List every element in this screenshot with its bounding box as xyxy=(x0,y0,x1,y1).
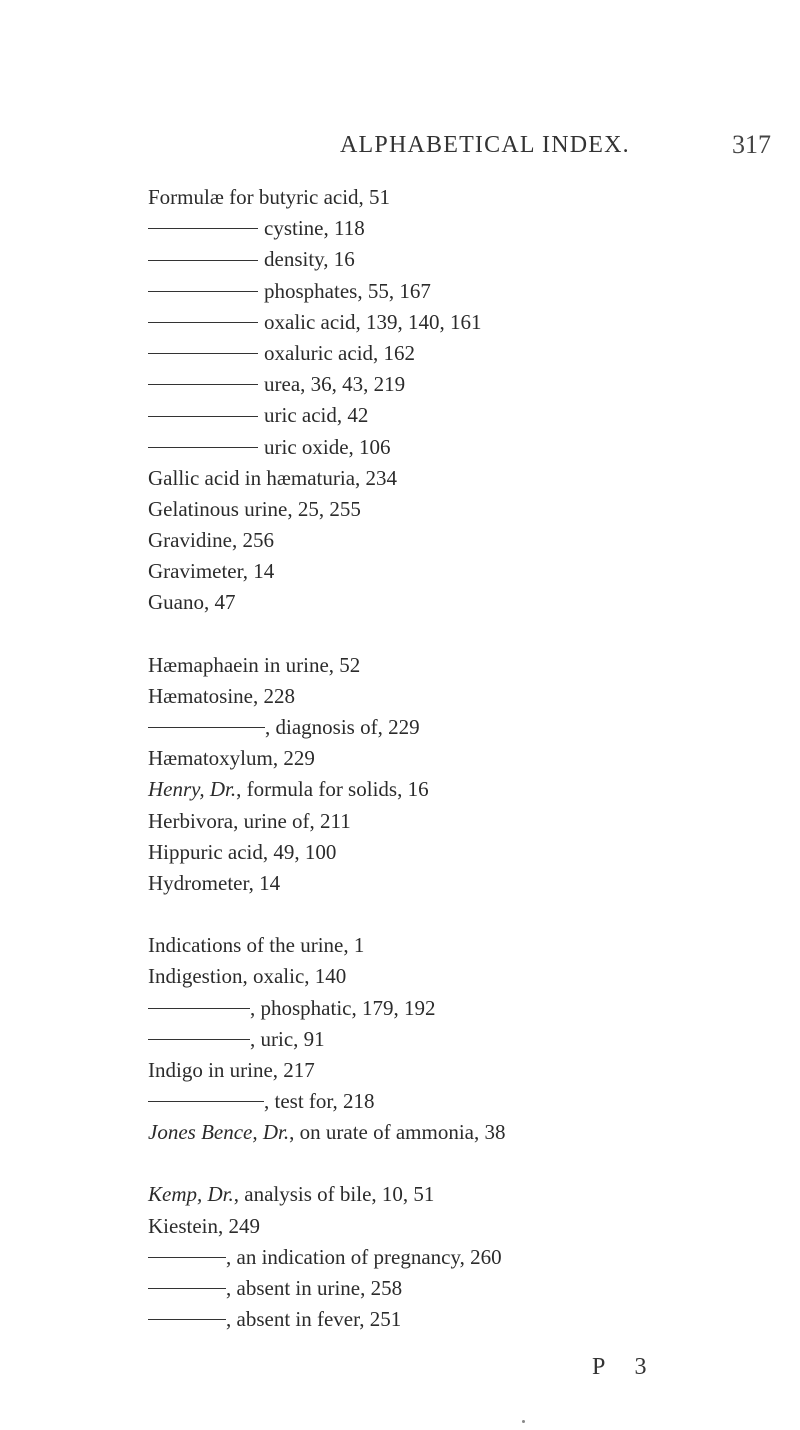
index-entry xyxy=(148,587,768,618)
index-entry xyxy=(148,930,768,961)
entry-text: , uric, 91 xyxy=(250,1026,325,1051)
index-subentry xyxy=(148,1024,768,1055)
entry-text: , phosphatic, 179, 192 xyxy=(250,995,436,1020)
index-subentry xyxy=(148,1086,768,1117)
section-gap xyxy=(148,1148,768,1179)
index-entries xyxy=(148,182,768,1335)
index-entry xyxy=(148,1117,768,1148)
entry-text: Gallic acid in hæmaturia, 234 xyxy=(148,465,398,490)
entry-text: uric acid, 42 xyxy=(264,403,369,428)
index-subentry xyxy=(148,432,768,463)
index-entry xyxy=(148,556,768,587)
index-entry xyxy=(148,806,768,837)
index-subentry xyxy=(148,1304,768,1335)
entry-text: uric oxide, 106 xyxy=(264,434,391,459)
author-name: Jones Bence, Dr. xyxy=(148,1120,290,1145)
index-subentry xyxy=(148,307,768,338)
index-entry xyxy=(148,1211,768,1242)
ditto-rule xyxy=(148,260,258,261)
ditto-rule xyxy=(148,1319,226,1320)
index-subentry xyxy=(148,993,768,1024)
section-gap xyxy=(148,899,768,930)
ditto-rule xyxy=(148,447,258,448)
index-subentry xyxy=(148,369,768,400)
index-entry xyxy=(148,463,768,494)
entry-text: phosphates, 55, 167 xyxy=(264,278,431,303)
signature-mark: P 3 xyxy=(592,1354,659,1380)
index-entry xyxy=(148,868,768,899)
entry-text: Indigestion, oxalic, 140 xyxy=(148,964,347,989)
index-subentry xyxy=(148,338,768,369)
entry-text: , absent in urine, 258 xyxy=(226,1276,403,1300)
entry-text: Formulæ for butyric acid, 51 xyxy=(148,185,391,209)
ditto-rule xyxy=(148,384,258,385)
ditto-rule xyxy=(148,416,258,417)
ditto-rule xyxy=(148,353,258,354)
entry-text: Hæmatosine, 228 xyxy=(148,683,295,708)
entry-text: , on urate of ammonia, 38 xyxy=(289,1120,506,1145)
entry-text: Guano, 47 xyxy=(148,590,236,615)
ditto-rule xyxy=(148,1101,264,1102)
ditto-rule xyxy=(148,322,258,323)
index-subentry xyxy=(148,213,768,244)
ditto-rule xyxy=(148,1257,226,1258)
index-entry xyxy=(148,1055,768,1086)
entry-text: urea, 36, 43, 219 xyxy=(264,372,406,397)
index-subentry xyxy=(148,712,768,743)
page-number: 317 xyxy=(732,130,771,159)
entry-text: oxaluric acid, 162 xyxy=(264,340,416,365)
entry-text: , absent in fever, 251 xyxy=(226,1307,402,1332)
entry-text: , diagnosis of, 229 xyxy=(265,715,420,739)
entry-text: , test for, 218 xyxy=(264,1089,375,1114)
index-subentry xyxy=(148,1242,768,1273)
entry-text: Herbivora, urine of, 211 xyxy=(148,808,351,833)
author-name: Kemp, Dr. xyxy=(148,1182,234,1207)
entry-text: Hæmatoxylum, 229 xyxy=(148,746,315,771)
index-subentry xyxy=(148,276,768,307)
entry-text: Gravimeter, 14 xyxy=(148,559,275,584)
ditto-rule xyxy=(148,1288,226,1289)
index-subentry xyxy=(148,400,768,431)
entry-text: Hippuric acid, 49, 100 xyxy=(148,839,337,864)
index-entry xyxy=(148,961,768,992)
entry-text: Indications of the urine, 1 xyxy=(148,933,365,958)
index-entry xyxy=(148,743,768,774)
entry-text: Gravidine, 256 xyxy=(148,528,274,553)
entry-text: Kiestein, 249 xyxy=(148,1213,260,1238)
entry-text: oxalic acid, 139, 140, 161 xyxy=(264,309,482,334)
index-entry xyxy=(148,1179,768,1210)
index-subentry xyxy=(148,244,768,275)
entry-text: density, 16 xyxy=(264,247,355,272)
entry-text: Indigo in urine, 217 xyxy=(148,1057,315,1082)
ditto-rule xyxy=(148,727,265,728)
section-gap xyxy=(148,619,768,650)
index-entry xyxy=(148,494,768,525)
entry-text: , an indication of pregnancy, 260 xyxy=(226,1244,502,1269)
running-header: ALPHABETICAL INDEX. xyxy=(340,132,630,158)
index-entry xyxy=(148,774,768,805)
ditto-rule xyxy=(148,1039,250,1040)
entry-text: , analysis of bile, 10, 51 xyxy=(233,1182,435,1207)
print-speck xyxy=(522,1420,525,1423)
ditto-rule xyxy=(148,1008,250,1009)
index-entry xyxy=(148,525,768,556)
entry-text: Gelatinous urine, 25, 255 xyxy=(148,496,361,521)
entry-text: Hydrometer, 14 xyxy=(148,870,281,895)
index-entry xyxy=(148,681,768,712)
entry-text: , formula for solids, 16 xyxy=(236,777,429,802)
index-entry xyxy=(148,837,768,868)
entry-text: cystine, 118 xyxy=(264,216,365,241)
index-subentry xyxy=(148,1273,768,1304)
index-entry xyxy=(148,650,768,681)
entry-text: Hæmaphaein in urine, 52 xyxy=(148,652,361,677)
ditto-rule xyxy=(148,291,258,292)
index-entry xyxy=(148,182,768,213)
ditto-rule xyxy=(148,228,258,229)
author-name: Henry, Dr. xyxy=(148,777,237,802)
